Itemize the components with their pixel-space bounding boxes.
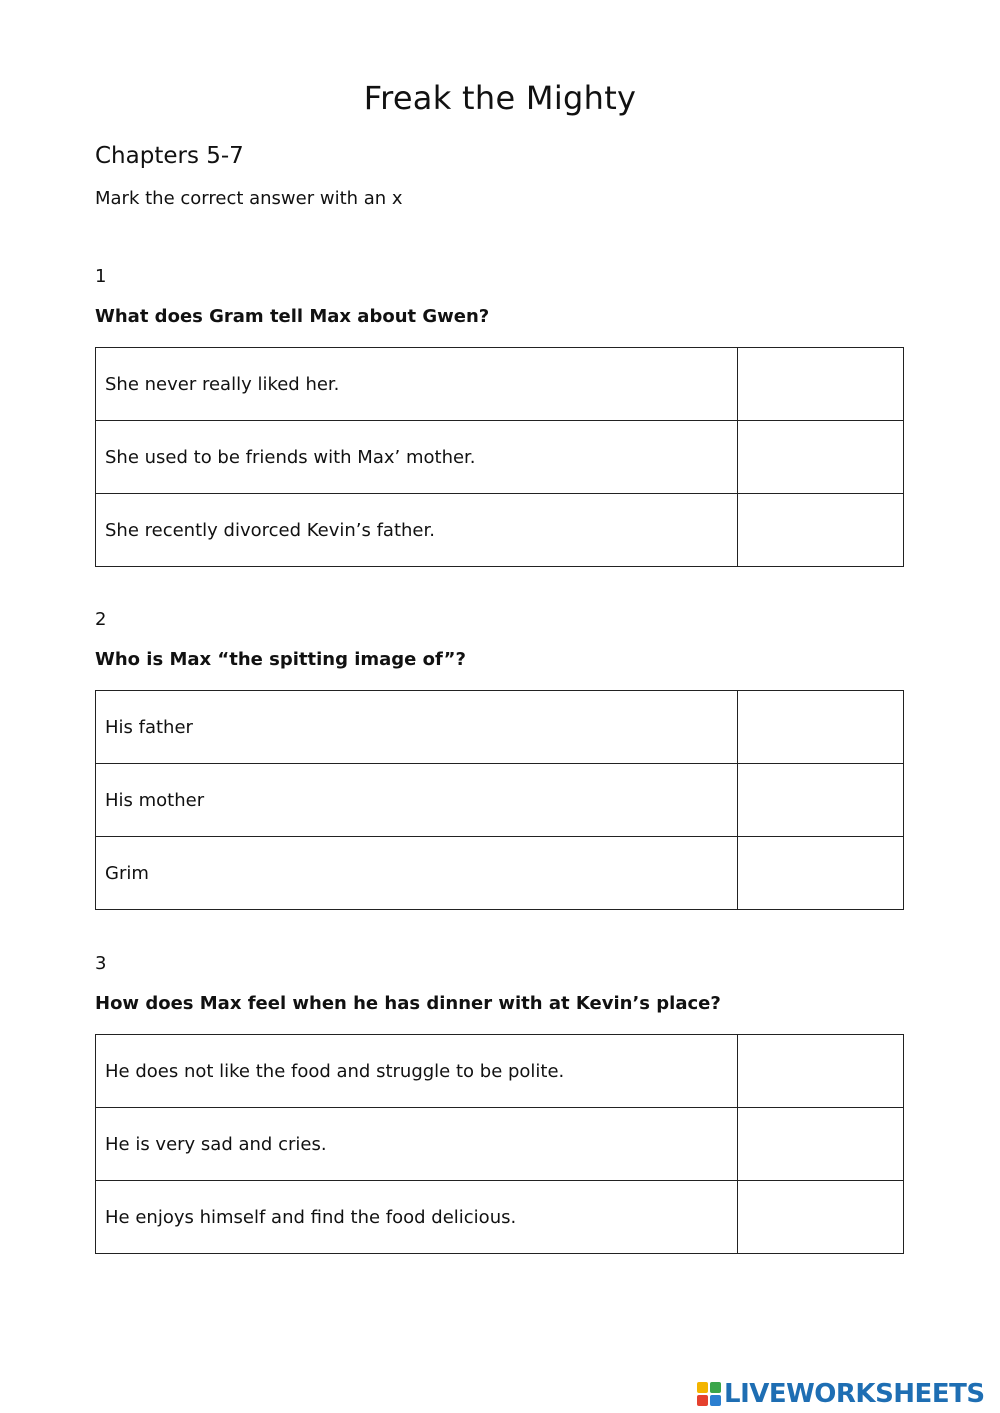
question-text: Who is Max “the spitting image of”?	[95, 649, 466, 670]
logo-blocks-icon	[697, 1382, 721, 1406]
page-title: Freak the Mighty	[363, 79, 637, 118]
answer-option: His father	[96, 691, 738, 764]
answer-option: She never really liked her.	[96, 348, 738, 421]
answer-mark-box[interactable]	[738, 837, 904, 910]
answer-mark-box[interactable]	[738, 494, 904, 567]
logo-text: LIVEWORKSHEETS	[724, 1379, 985, 1409]
answer-option: He enjoys himself and find the food delicious.	[96, 1181, 738, 1254]
question-2	[95, 609, 904, 910]
answer-row	[96, 1035, 904, 1108]
answer-option: She used to be friends with Max’ mother.	[96, 421, 738, 494]
answer-row	[96, 764, 904, 837]
question-text: How does Max feel when he has dinner with at Kevin’s place?	[95, 993, 721, 1014]
question-number: 2	[95, 609, 107, 630]
answer-row	[96, 691, 904, 764]
answer-mark-box[interactable]	[738, 348, 904, 421]
question-number: 3	[95, 953, 107, 974]
answer-mark-box[interactable]	[738, 421, 904, 494]
question-3	[95, 953, 904, 1254]
question-number: 1	[95, 266, 107, 287]
answer-option: He is very sad and cries.	[96, 1108, 738, 1181]
answer-row	[96, 837, 904, 910]
logo-block	[710, 1382, 721, 1393]
answer-option: Grim	[96, 837, 738, 910]
chapter-subtitle: Chapters 5-7	[95, 143, 244, 169]
answer-option: He does not like the food and struggle to be polite.	[96, 1035, 738, 1108]
answer-row	[96, 348, 904, 421]
answer-row	[96, 1108, 904, 1181]
instructions-text: Mark the correct answer with an x	[95, 188, 403, 209]
answer-mark-box[interactable]	[738, 1181, 904, 1254]
answer-mark-box[interactable]	[738, 764, 904, 837]
answer-row	[96, 1181, 904, 1254]
liveworksheets-logo[interactable]	[697, 1379, 985, 1409]
answer-mark-box[interactable]	[738, 1035, 904, 1108]
answer-table	[95, 690, 904, 910]
answer-option: She recently divorced Kevin’s father.	[96, 494, 738, 567]
logo-block	[710, 1395, 721, 1406]
logo-block	[697, 1382, 708, 1393]
answer-row	[96, 421, 904, 494]
answer-option: His mother	[96, 764, 738, 837]
answer-mark-box[interactable]	[738, 691, 904, 764]
question-text: What does Gram tell Max about Gwen?	[95, 306, 490, 327]
answer-table	[95, 347, 904, 567]
answer-table	[95, 1034, 904, 1254]
logo-block	[697, 1395, 708, 1406]
answer-mark-box[interactable]	[738, 1108, 904, 1181]
question-1	[95, 266, 904, 567]
answer-row	[96, 494, 904, 567]
